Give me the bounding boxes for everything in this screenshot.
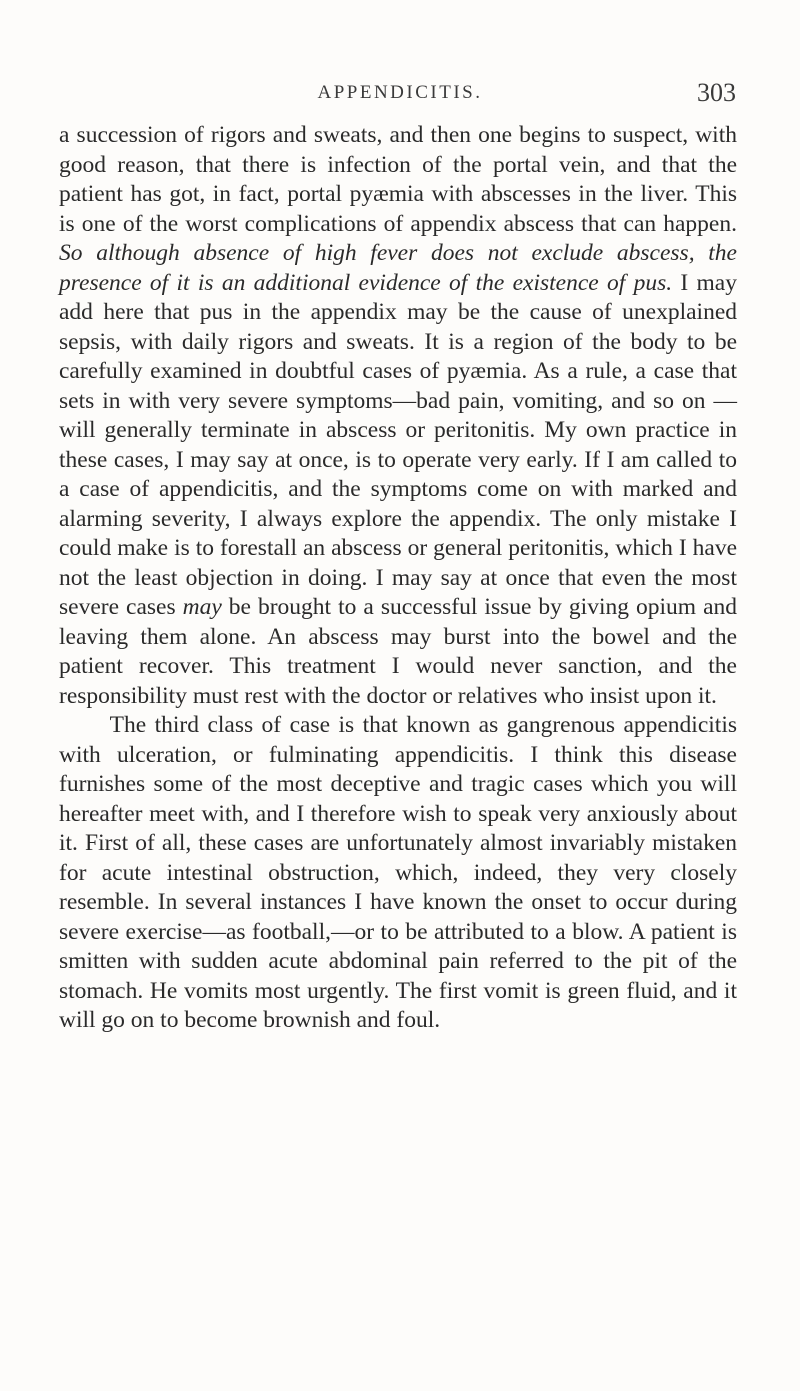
page-header [0,78,800,108]
paragraph-1-text-a: a succession of rigors and sweats, and then one begins to suspect, with good reason, that there is infection of the portal vein, and that the patient has got, in fact, portal pyæmia with abscesses in the liver. This is one of the worst complications of appendix abscess that can happen. [59,122,737,237]
paragraph-1-italic-word: may [182,594,222,620]
paragraph-1-italic-sentence: So although absence of high fever does not exclude abscess, the presence of it is an additional evidence of the existence of pus. [59,240,737,296]
paragraph-1-text-b: I may add here that pus in the appendix may be the cause of unexplained sepsis, with daily rigors and sweats. It is a region of the body to be carefully examined in doubtful cases of pyæmia. As a rule, a case that sets in with very severe symptoms—bad pain, vomiting, and so on —will generally terminate in abscess or peritonitis. My own practice in these cases, I may say at once, is to operate very early. If I am called to a case of appendicitis, and the symptoms come on with marked and alarming severity, I always explore the appendix. The only mistake I could make is to forestall an abscess or general peritonitis, which I have not the least objection in doing. I may say at once that even the most severe cases [59,269,737,620]
paragraph-1 [59,121,737,711]
paragraph-2-text: The third class of case is that known as gangrenous appendicitis with ulceration, or fulminating appendicitis. I think this disease furnishes some of the most deceptive and tragic cases which you will hereafter meet with, and I therefore wish to speak very anxiously about it. First of all, these cases are unfortunately almost invariably mistaken for acute intestinal obstruction, which, indeed, they very closely resemble. In several instances I have known the onset to occur during severe exercise—as football,—or to be attributed to a blow. A patient is smitten with sudden acute abdominal pain referred to the pit of the stomach. He vomits most urgently. The first vomit is green fluid, and it will go on to become brownish and foul. [59,712,737,1033]
paragraph-2 [59,711,737,1036]
body-text [59,121,737,1036]
running-head: APPENDICITIS. [317,82,483,103]
paragraph-1-text-c: be brought to a successful issue by giving opium and leaving them alone. An abscess may burst into the bowel and the patient recover. This treatment I would never sanction, and the responsibility must rest with the doctor or relatives who insist upon it. [59,594,737,709]
paragraph-2-indent [59,712,110,738]
page-number: 303 [697,78,736,107]
